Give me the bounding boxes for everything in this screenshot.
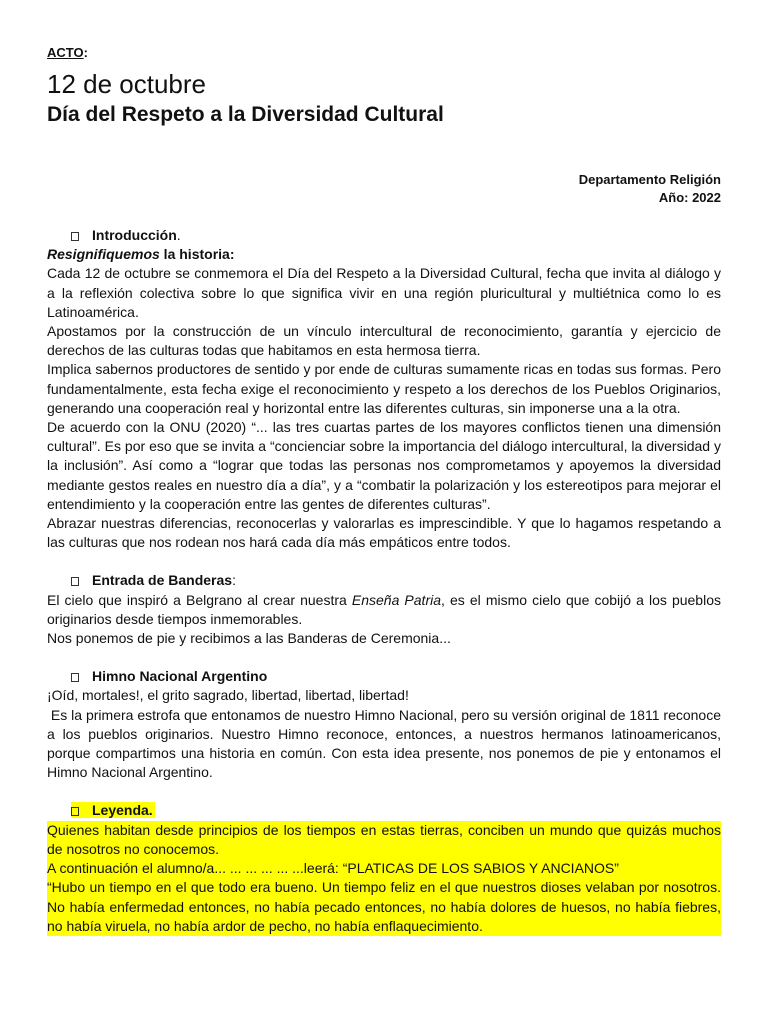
himno-paragraph: Es la primera estrofa que entonamos de nuestro Himno Nacional, pero su versión original de 1811 reconoce a los pueblos originarios. Nuestro Himno reconoce, entonces, a nuestros hermanos latinoamericanos, porque compartimos una historia en común. Con esta idea presente, nos ponemos de pie y entonamos el Himno Nacional Argentino. — [47, 706, 725, 781]
checkbox-square-icon — [71, 673, 79, 682]
banderas-paragraph — [47, 591, 721, 629]
section-heading-himno — [47, 667, 721, 686]
intro-paragraph: Implica sabernos productores de sentido y por ende de culturas sumamente ricas en todas sus formas. Pero fundamentalmente, esta fecha exige el reconocimiento y respeto a los derechos de los Pueblos Originarios, generando una cooperación real y horizontal entre las diferentes culturas, sin imponerse una a la otra. — [47, 361, 721, 416]
acto-label — [47, 44, 721, 62]
subheading-italic: Resignifiquemos — [47, 246, 160, 263]
himno-verse: ¡Oíd, mortales!, el grito sagrado, libertad, libertad, libertad! — [47, 687, 409, 704]
acto-colon: : — [83, 45, 88, 60]
heading-tail: . — [176, 227, 181, 243]
intro-paragraph: De acuerdo con la ONU (2020) “... las tres cuartas partes de los mayores conflictos tienen una dimensión cultural”. Es por eso que se invita a “concienciar sobre la importancia del diálogo intercultural, la diversidad y la inclusión”. Así como a “lograr que todas las personas nos comprometamos y apoyemos la diversidad mediante gestos reales en nuestro día a día”, y a “combatir la polarización y los estereotipos para mejorar el entendimiento y la cooperación entre las gentes de diferentes culturas”. — [47, 419, 721, 512]
section-banderas — [47, 571, 721, 648]
department-block — [47, 171, 721, 207]
intro-paragraph: Apostamos por la construcción de un vínculo intercultural de reconocimiento, garantía y ejercicio de derechos de las culturas todas que habitamos en esta hermosa tierra. — [47, 323, 721, 359]
intro-paragraph: Cada 12 de octubre se conmemora el Día del Respeto a la Diversidad Cultural, fecha que invita al diálogo y a la reflexión colectiva sobre lo que significa vivir en una región pluricultural y multiétnica como lo es Latinoamérica. — [47, 265, 721, 320]
leyenda-paragraph: A continuación el alumno/a... ... ... ... ... ...leerá: “PLATICAS DE LOS SABIOS Y ANCIANOS” — [47, 859, 721, 878]
section-leyenda — [47, 801, 721, 935]
leyenda-paragraph: Quienes habitan desde principios de los tiempos en estas tierras, conciben un mundo que quizás muchos de nosotros no conocemos. — [47, 821, 721, 859]
checkbox-square-icon — [71, 807, 79, 816]
date-title: 12 de octubre — [47, 69, 207, 99]
leyenda-paragraph: “Hubo un tiempo en el que todo era bueno. Un tiempo feliz en el que nuestros dioses velaban por nosotros. No había enfermedad entonces, no había pecado entonces, no había dolores de huesos, no había fiebres, no había viruela, no había ardor de pecho, no había enflaquecimiento. — [47, 878, 721, 936]
department-name: Departamento Religión — [578, 172, 721, 187]
text-run: , es el mismo cielo que cobijó a los pueblos originarios desde tiempos inmemorables. — [47, 591, 721, 627]
checkbox-square-icon — [71, 232, 79, 241]
heading-tail: : — [232, 572, 236, 589]
intro-subheading — [47, 245, 721, 264]
section-himno — [47, 667, 725, 782]
checkbox-square-icon — [71, 577, 79, 586]
subheading-rest: la historia: — [159, 246, 235, 263]
acto-text: ACTO — [47, 45, 84, 60]
heading-text: Entrada de Banderas — [92, 572, 233, 589]
banderas-paragraph: Nos ponemos de pie y recibimos a las Banderas de Ceremonia... — [47, 630, 451, 647]
year-label: Año: 2022 — [658, 190, 721, 205]
section-heading-leyenda — [47, 801, 721, 820]
heading-text: Introducción — [92, 227, 177, 243]
intro-paragraph: Abrazar nuestras diferencias, reconocerlas y valorarlas es imprescindible. Y que lo hagamos respetando a las culturas que nos rodean nos hará cada día más empáticos entre todos. — [47, 515, 721, 551]
heading-text: Leyenda. — [92, 802, 153, 819]
text-italic: Enseña Patria — [351, 591, 442, 608]
main-title: Día del Respeto a la Diversidad Cultural — [47, 103, 444, 126]
section-heading-banderas — [47, 571, 721, 590]
heading-text: Himno Nacional Argentino — [92, 668, 268, 685]
section-heading-introduccion — [47, 226, 721, 245]
text-run: El cielo que inspiró a Belgrano al crear nuestra — [47, 591, 352, 608]
section-introduccion — [47, 226, 721, 552]
